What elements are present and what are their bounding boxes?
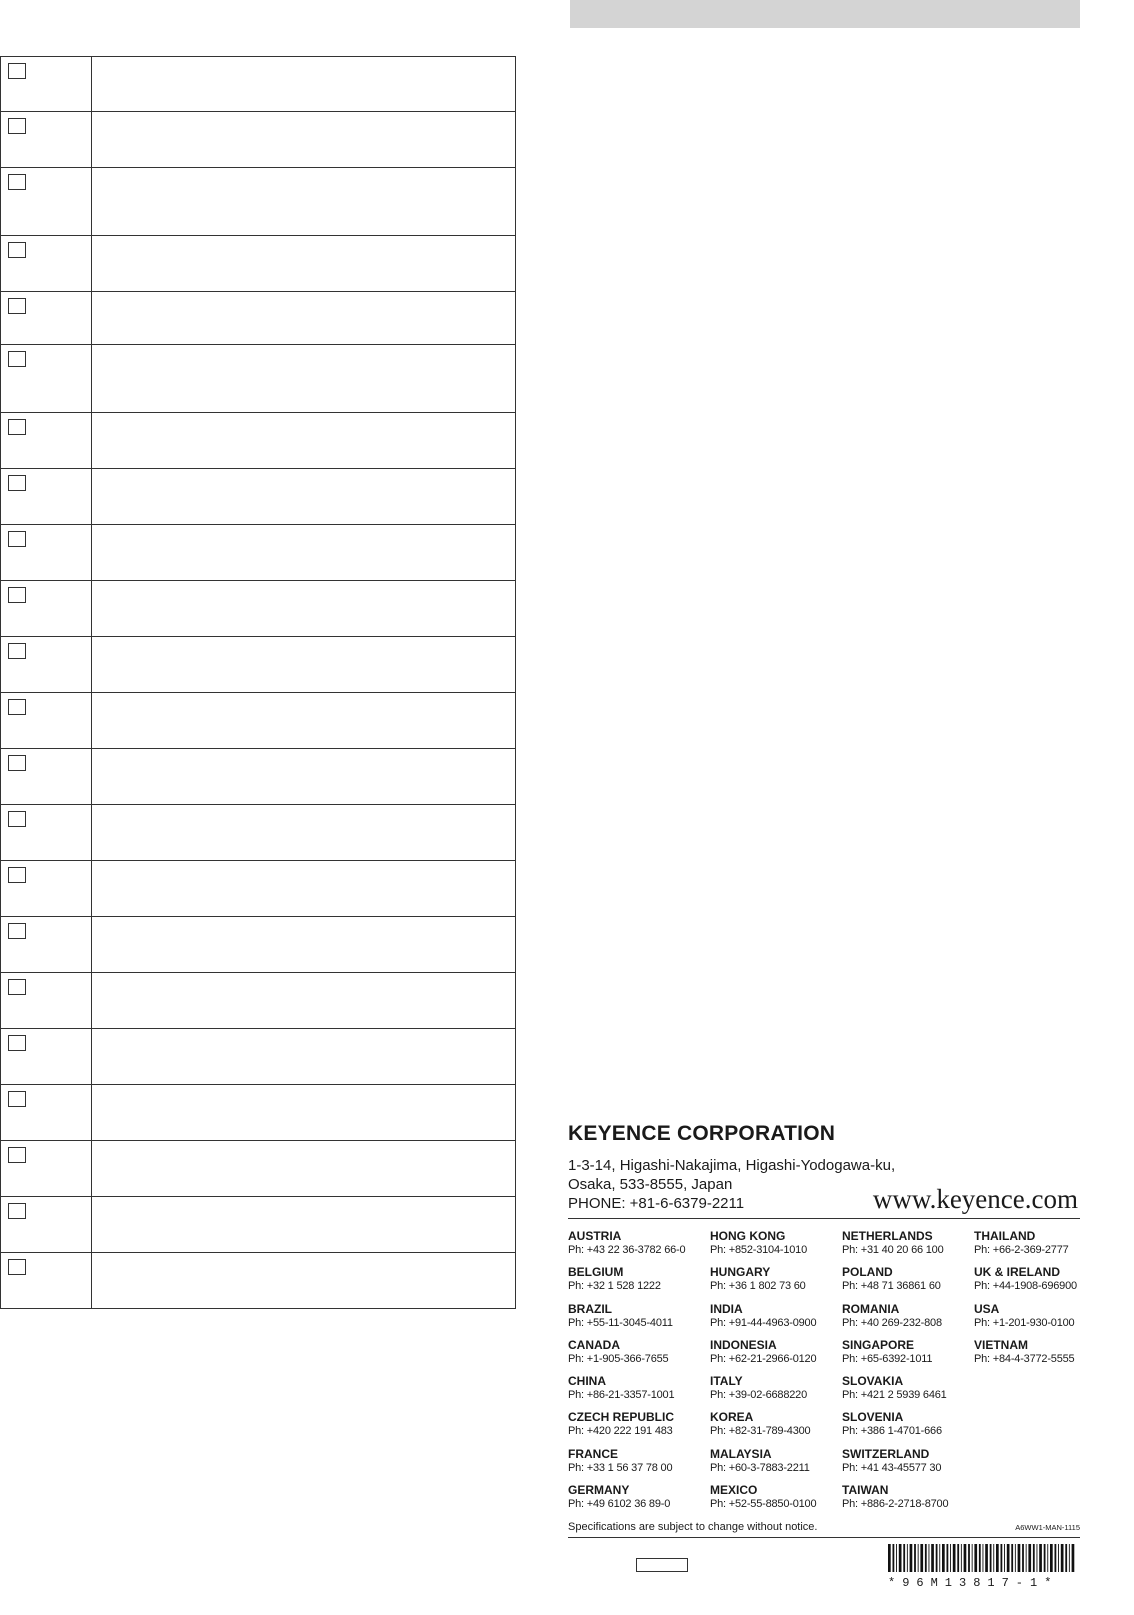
checkbox[interactable] bbox=[8, 811, 26, 827]
checkbox[interactable] bbox=[8, 1203, 26, 1219]
checklist-row bbox=[1, 1253, 516, 1309]
office-country: SINGAPORE bbox=[842, 1337, 915, 1352]
checklist-description bbox=[92, 973, 516, 1029]
office-country: GERMANY bbox=[568, 1483, 630, 1498]
office-country: CHINA bbox=[568, 1374, 606, 1389]
barcode-bar bbox=[974, 1544, 977, 1572]
barcode-bar bbox=[1072, 1544, 1075, 1572]
checkbox[interactable] bbox=[8, 1259, 26, 1275]
barcode-bar bbox=[968, 1544, 970, 1572]
office-phone: Ph: +43 22 36-3782 66-0 bbox=[568, 1244, 686, 1256]
checklist-row bbox=[1, 413, 516, 469]
office-country: SLOVENIA bbox=[842, 1410, 904, 1425]
checkbox[interactable] bbox=[8, 643, 26, 659]
checklist-row bbox=[1, 693, 516, 749]
barcode-bar bbox=[996, 1544, 999, 1572]
checklist-description bbox=[92, 1253, 516, 1309]
checklist-row bbox=[1, 112, 516, 168]
office-entry bbox=[974, 1338, 1080, 1374]
checklist-row bbox=[1, 973, 516, 1029]
checklist-row bbox=[1, 749, 516, 805]
office-phone: Ph: +48 71 36861 60 bbox=[842, 1280, 941, 1293]
barcode-bar bbox=[936, 1544, 938, 1572]
barcode-bar bbox=[1022, 1544, 1024, 1572]
checklist-row bbox=[1, 168, 516, 236]
barcode-bar bbox=[1050, 1544, 1053, 1572]
checklist-row bbox=[1, 1141, 516, 1197]
office-phone: Ph: +91-44-4963-0900 bbox=[710, 1316, 817, 1329]
office-phone: Ph: +886-2-2718-8700 bbox=[842, 1498, 949, 1511]
office-phone: Ph: +32 1 528 1222 bbox=[568, 1280, 661, 1293]
checkbox[interactable] bbox=[8, 1091, 26, 1107]
office-country: AUSTRIA bbox=[568, 1229, 622, 1243]
office-entry bbox=[842, 1374, 974, 1410]
checklist-description bbox=[92, 236, 516, 292]
barcode-bar bbox=[929, 1544, 930, 1572]
office-country: FRANCE bbox=[568, 1446, 618, 1461]
office-country: HUNGARY bbox=[710, 1265, 771, 1280]
office-country: SWITZERLAND bbox=[842, 1446, 930, 1461]
barcode-bar bbox=[925, 1544, 927, 1572]
office-list bbox=[568, 1229, 1080, 1519]
checklist-description bbox=[92, 917, 516, 973]
checklist-row bbox=[1, 57, 516, 112]
office-phone: Ph: +31 40 20 66 100 bbox=[842, 1244, 944, 1256]
barcode-bar bbox=[1007, 1544, 1010, 1572]
office-phone: Ph: +40 269-232-808 bbox=[842, 1316, 942, 1329]
office-country: SLOVAKIA bbox=[842, 1374, 904, 1389]
checklist-row bbox=[1, 292, 516, 345]
barcode-bar bbox=[953, 1544, 956, 1572]
barcode-bar bbox=[1037, 1544, 1038, 1572]
checklist-description bbox=[92, 469, 516, 525]
office-phone: Ph: +420 222 191 483 bbox=[568, 1425, 673, 1438]
office-country: TAIWAN bbox=[842, 1483, 889, 1498]
barcode-bar bbox=[1039, 1544, 1042, 1572]
barcode-bar bbox=[1033, 1544, 1035, 1572]
checklist-description bbox=[92, 525, 516, 581]
barcode-bar bbox=[1004, 1544, 1005, 1572]
barcode-bar bbox=[910, 1544, 913, 1572]
checklist-row bbox=[1, 805, 516, 861]
office-country: NETHERLANDS bbox=[842, 1229, 933, 1243]
checkbox[interactable] bbox=[8, 867, 26, 883]
blank-box bbox=[636, 1558, 688, 1572]
office-country: ROMANIA bbox=[842, 1301, 900, 1316]
office-entry bbox=[568, 1229, 710, 1265]
office-entry bbox=[568, 1374, 710, 1410]
checkbox[interactable] bbox=[8, 531, 26, 547]
barcode-bar bbox=[990, 1544, 992, 1572]
checkbox[interactable] bbox=[8, 1035, 26, 1051]
barcode-bar bbox=[1011, 1544, 1013, 1572]
office-entry bbox=[842, 1265, 974, 1301]
checkbox[interactable] bbox=[8, 63, 26, 79]
checklist-description bbox=[92, 1141, 516, 1197]
checklist-row bbox=[1, 1029, 516, 1085]
checklist-description bbox=[92, 693, 516, 749]
barcode-bar bbox=[920, 1544, 923, 1572]
barcode-bar bbox=[918, 1544, 919, 1572]
checkbox[interactable] bbox=[8, 1147, 26, 1163]
office-entry bbox=[842, 1410, 974, 1446]
office-entry bbox=[842, 1302, 974, 1338]
barcode-bar bbox=[899, 1544, 902, 1572]
checklist-row bbox=[1, 469, 516, 525]
checkbox[interactable] bbox=[8, 587, 26, 603]
office-entry bbox=[710, 1447, 842, 1483]
office-phone: Ph: +1-905-366-7655 bbox=[568, 1352, 669, 1365]
barcode-bar bbox=[961, 1544, 962, 1572]
header-bar bbox=[570, 0, 1080, 28]
barcode-bar bbox=[957, 1544, 959, 1572]
office-entry bbox=[710, 1229, 842, 1265]
office-country: HONG KONG bbox=[710, 1229, 786, 1243]
barcode-bar bbox=[939, 1544, 940, 1572]
office-entry bbox=[568, 1265, 710, 1301]
office-country: KOREA bbox=[710, 1410, 754, 1425]
checklist-row bbox=[1, 1197, 516, 1253]
office-phone: Ph: +55-11-3045-4011 bbox=[568, 1316, 673, 1329]
checklist-row bbox=[1, 236, 516, 292]
barcode-bar bbox=[1028, 1544, 1031, 1572]
office-entry bbox=[568, 1410, 710, 1446]
barcode-bar bbox=[983, 1544, 984, 1572]
barcode-bar bbox=[947, 1544, 949, 1572]
office-phone: Ph: +1-201-930-0100 bbox=[974, 1316, 1075, 1329]
barcode-bar bbox=[1069, 1544, 1070, 1572]
office-phone: Ph: +44-1908-696900 bbox=[974, 1280, 1077, 1293]
office-country: UK & IRELAND bbox=[974, 1265, 1060, 1280]
checklist-description bbox=[92, 345, 516, 413]
checklist-description bbox=[92, 112, 516, 168]
checklist-description bbox=[92, 805, 516, 861]
checklist-description bbox=[92, 581, 516, 637]
checkbox[interactable] bbox=[8, 475, 26, 491]
barcode-bar bbox=[1015, 1544, 1016, 1572]
barcode-bar bbox=[907, 1544, 908, 1572]
checklist-description bbox=[92, 1085, 516, 1141]
barcode-bar bbox=[893, 1544, 895, 1572]
checklist-description bbox=[92, 861, 516, 917]
checklist-description bbox=[92, 1029, 516, 1085]
office-entry bbox=[842, 1447, 974, 1483]
barcode-bar bbox=[896, 1544, 897, 1572]
barcode bbox=[888, 1544, 1078, 1572]
office-phone: Ph: +86-21-3357-1001 bbox=[568, 1389, 675, 1402]
checkbox[interactable] bbox=[8, 118, 26, 134]
checkbox[interactable] bbox=[8, 755, 26, 771]
office-entry bbox=[710, 1483, 842, 1519]
company-info bbox=[568, 1122, 1080, 1538]
office-phone: Ph: +52-55-8850-0100 bbox=[710, 1498, 817, 1511]
checkbox[interactable] bbox=[8, 298, 26, 314]
barcode-bar bbox=[888, 1544, 891, 1572]
divider bbox=[568, 1218, 1080, 1219]
barcode-bar bbox=[903, 1544, 905, 1572]
checkbox[interactable] bbox=[8, 351, 26, 367]
office-phone: Ph: +66-2-369-2777 bbox=[974, 1244, 1069, 1256]
barcode-bar bbox=[985, 1544, 988, 1572]
checklist-row bbox=[1, 917, 516, 973]
barcode-bar bbox=[1001, 1544, 1003, 1572]
checkbox[interactable] bbox=[8, 419, 26, 435]
office-country: USA bbox=[974, 1301, 1000, 1316]
office-country: CANADA bbox=[568, 1337, 620, 1352]
barcode-bar bbox=[1065, 1544, 1067, 1572]
office-country: INDIA bbox=[710, 1301, 743, 1316]
checklist-description bbox=[92, 1197, 516, 1253]
office-country: BRAZIL bbox=[568, 1301, 612, 1316]
office-entry bbox=[842, 1483, 974, 1519]
company-phone: PHONE: +81-6-6379-2211 bbox=[568, 1195, 745, 1212]
checklist-row bbox=[1, 1085, 516, 1141]
office-entry bbox=[710, 1338, 842, 1374]
checkbox[interactable] bbox=[8, 699, 26, 715]
office-phone: Ph: +49 6102 36 89-0 bbox=[568, 1498, 671, 1511]
office-entry bbox=[974, 1302, 1080, 1338]
barcode-bar bbox=[1018, 1544, 1021, 1572]
office-entry bbox=[568, 1338, 710, 1374]
office-entry bbox=[710, 1374, 842, 1410]
spec-notice: Specifications are subject to change without notice. bbox=[568, 1521, 818, 1534]
barcode-bar bbox=[942, 1544, 945, 1572]
office-phone: Ph: +852-3104-1010 bbox=[710, 1244, 808, 1256]
checklist-description bbox=[92, 292, 516, 345]
office-phone: Ph: +33 1 56 37 78 00 bbox=[568, 1461, 673, 1474]
checklist-description bbox=[92, 168, 516, 236]
office-phone: Ph: +39-02-6688220 bbox=[710, 1389, 808, 1402]
website-link[interactable]: www.keyence.com bbox=[872, 1184, 1078, 1214]
office-entry bbox=[568, 1302, 710, 1338]
office-country: THAILAND bbox=[974, 1229, 1036, 1243]
office-country: POLAND bbox=[842, 1265, 893, 1280]
office-entry bbox=[710, 1265, 842, 1301]
office-country: VIETNAM bbox=[974, 1337, 1028, 1352]
checklist-table bbox=[0, 56, 516, 1309]
checklist-row bbox=[1, 861, 516, 917]
office-entry bbox=[568, 1447, 710, 1483]
barcode-bar bbox=[1055, 1544, 1057, 1572]
divider bbox=[568, 1537, 1080, 1538]
office-entry bbox=[842, 1229, 974, 1265]
checkbox[interactable] bbox=[8, 242, 26, 258]
address-line-2: Osaka, 533-8555, Japan bbox=[568, 1176, 733, 1193]
barcode-bar bbox=[1047, 1544, 1048, 1572]
office-phone: Ph: +65-6392-1011 bbox=[842, 1352, 933, 1365]
office-phone: Ph: +84-4-3772-5555 bbox=[974, 1352, 1075, 1365]
office-entry bbox=[710, 1410, 842, 1446]
barcode-bar bbox=[972, 1544, 973, 1572]
office-phone: Ph: +62-21-2966-0120 bbox=[710, 1352, 817, 1365]
office-country: ITALY bbox=[710, 1374, 743, 1389]
office-phone: Ph: +41 43-45577 30 bbox=[842, 1461, 942, 1474]
office-country: CZECH REPUBLIC bbox=[568, 1410, 675, 1425]
office-entry bbox=[974, 1265, 1080, 1301]
office-entry bbox=[710, 1302, 842, 1338]
office-phone: Ph: +421 2 5939 6461 bbox=[842, 1389, 947, 1402]
office-country: MEXICO bbox=[710, 1483, 758, 1498]
barcode-bar bbox=[964, 1544, 967, 1572]
office-entry bbox=[568, 1483, 710, 1519]
office-phone: Ph: +386 1-4701-666 bbox=[842, 1425, 942, 1438]
office-phone: Ph: +36 1 802 73 60 bbox=[710, 1280, 806, 1293]
office-country: MALAYSIA bbox=[710, 1446, 772, 1461]
office-phone: Ph: +60-3-7883-2211 bbox=[710, 1461, 810, 1474]
checklist-row bbox=[1, 581, 516, 637]
barcode-bar bbox=[993, 1544, 994, 1572]
barcode-bar bbox=[1044, 1544, 1046, 1572]
office-country: INDONESIA bbox=[710, 1337, 777, 1352]
barcode-bar bbox=[1061, 1544, 1064, 1572]
office-country: BELGIUM bbox=[568, 1265, 624, 1280]
checklist-description bbox=[92, 637, 516, 693]
office-phone: Ph: +82-31-789-4300 bbox=[710, 1425, 811, 1438]
checklist-row bbox=[1, 637, 516, 693]
checklist-description bbox=[92, 57, 516, 112]
checkbox[interactable] bbox=[8, 923, 26, 939]
checkbox[interactable] bbox=[8, 174, 26, 190]
office-entry bbox=[974, 1229, 1080, 1265]
checklist-row bbox=[1, 525, 516, 581]
barcode-bar bbox=[950, 1544, 951, 1572]
address-line-1: 1-3-14, Higashi-Nakajima, Higashi-Yodogawa-ku, bbox=[568, 1157, 896, 1174]
barcode-text: *96M13817-1* bbox=[888, 1576, 1059, 1590]
barcode-bar bbox=[931, 1544, 934, 1572]
company-name: KEYENCE CORPORATION bbox=[568, 1122, 836, 1145]
document-code: A6WW1-MAN-1115 bbox=[1015, 1523, 1080, 1533]
checkbox[interactable] bbox=[8, 979, 26, 995]
office-entry bbox=[842, 1338, 974, 1374]
checklist-description bbox=[92, 413, 516, 469]
barcode-bar bbox=[914, 1544, 916, 1572]
barcode-bar bbox=[979, 1544, 981, 1572]
barcode-bar bbox=[1058, 1544, 1059, 1572]
barcode-bar bbox=[1026, 1544, 1027, 1572]
checklist-description bbox=[92, 749, 516, 805]
checklist-row bbox=[1, 345, 516, 413]
